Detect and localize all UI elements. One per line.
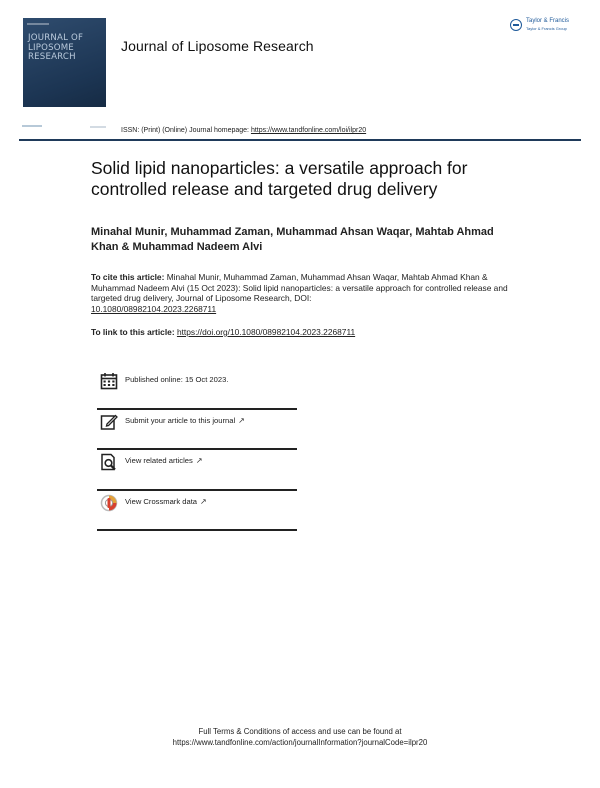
- crossmark-text[interactable]: View Crossmark data: [125, 497, 198, 506]
- article-doi-url[interactable]: https://doi.org/10.1080/08982104.2023.2268711: [176, 327, 356, 337]
- info-divider: [97, 529, 297, 531]
- external-link-icon: ↗: [238, 416, 245, 425]
- journal-cover-image: [23, 18, 106, 107]
- edit-icon: [100, 413, 118, 431]
- published-online-row: [97, 368, 297, 408]
- header-mark-middle: [90, 126, 106, 128]
- crossmark-label[interactable]: [125, 497, 207, 506]
- external-link-icon: ↗: [200, 497, 207, 506]
- related-articles-icon: [100, 453, 118, 471]
- footer-terms-text: Full Terms & Conditions of access and use can be found at: [198, 727, 402, 736]
- publisher-logo-icon: [510, 19, 522, 31]
- cite-label: To cite this article:: [91, 272, 165, 282]
- published-online-text: Published online: 15 Oct 2023.: [125, 375, 229, 384]
- submit-article-text[interactable]: Submit your article to this journal: [125, 416, 236, 425]
- cite-text: Minahal Munir, Muhammad Zaman, Muhammad Ahsan Waqar, Mahtab Ahmad Khan & Muhammad Nadeem Alvi (15 Oct 2023): Solid lipid nanoparticles: a versatile approach for controlled release and targeted drug delivery, Journal of Liposome Research, DOI:: [91, 272, 508, 304]
- submit-article-label[interactable]: [125, 416, 245, 425]
- journal-title: Journal of Liposome Research: [121, 38, 314, 54]
- related-articles-row[interactable]: [97, 449, 297, 489]
- calendar-icon: [100, 372, 118, 390]
- related-articles-label[interactable]: [125, 456, 203, 465]
- publisher-logo[interactable]: [510, 18, 586, 34]
- crossmark-row[interactable]: [97, 490, 297, 530]
- journal-homepage-link[interactable]: https://www.tandfonline.com/loi/ilpr20: [250, 127, 367, 134]
- doi-link[interactable]: 10.1080/08982104.2023.2268711: [91, 303, 217, 314]
- header-divider: [19, 139, 581, 141]
- crossmark-icon: [100, 494, 118, 512]
- issn-line: [121, 127, 366, 134]
- article-link-block: [91, 327, 521, 338]
- related-articles-text[interactable]: View related articles: [125, 456, 193, 465]
- cover-title: JOURNAL OF LIPOSOME RESEARCH: [28, 33, 84, 62]
- article-authors: Minahal Munir, Muhammad Zaman, Muhammad Ahsan Waqar, Mahtab Ahmad Khan & Muhammad Nadeem Alvi: [91, 226, 494, 253]
- publisher-logo-group: Taylor & Francis Group: [526, 26, 567, 31]
- link-label: To link to this article:: [91, 327, 177, 337]
- submit-article-row[interactable]: [97, 409, 297, 449]
- published-online-label: [125, 375, 228, 384]
- external-link-icon: ↗: [195, 456, 203, 465]
- citation-block: [91, 272, 521, 314]
- page-footer: [0, 726, 600, 748]
- header-mark-left: [22, 125, 42, 127]
- issn-label: ISSN: (Print) (Online) Journal homepage:: [121, 127, 251, 134]
- publisher-logo-name: Taylor & Francis: [526, 18, 570, 24]
- cover-decoration: [27, 23, 49, 25]
- footer-journal-info-link[interactable]: https://www.tandfonline.com/action/journalInformation?journalCode=ilpr20: [172, 738, 428, 747]
- article-title: Solid lipid nanoparticles: a versatile approach for controlled release and targeted drug delivery: [91, 158, 468, 199]
